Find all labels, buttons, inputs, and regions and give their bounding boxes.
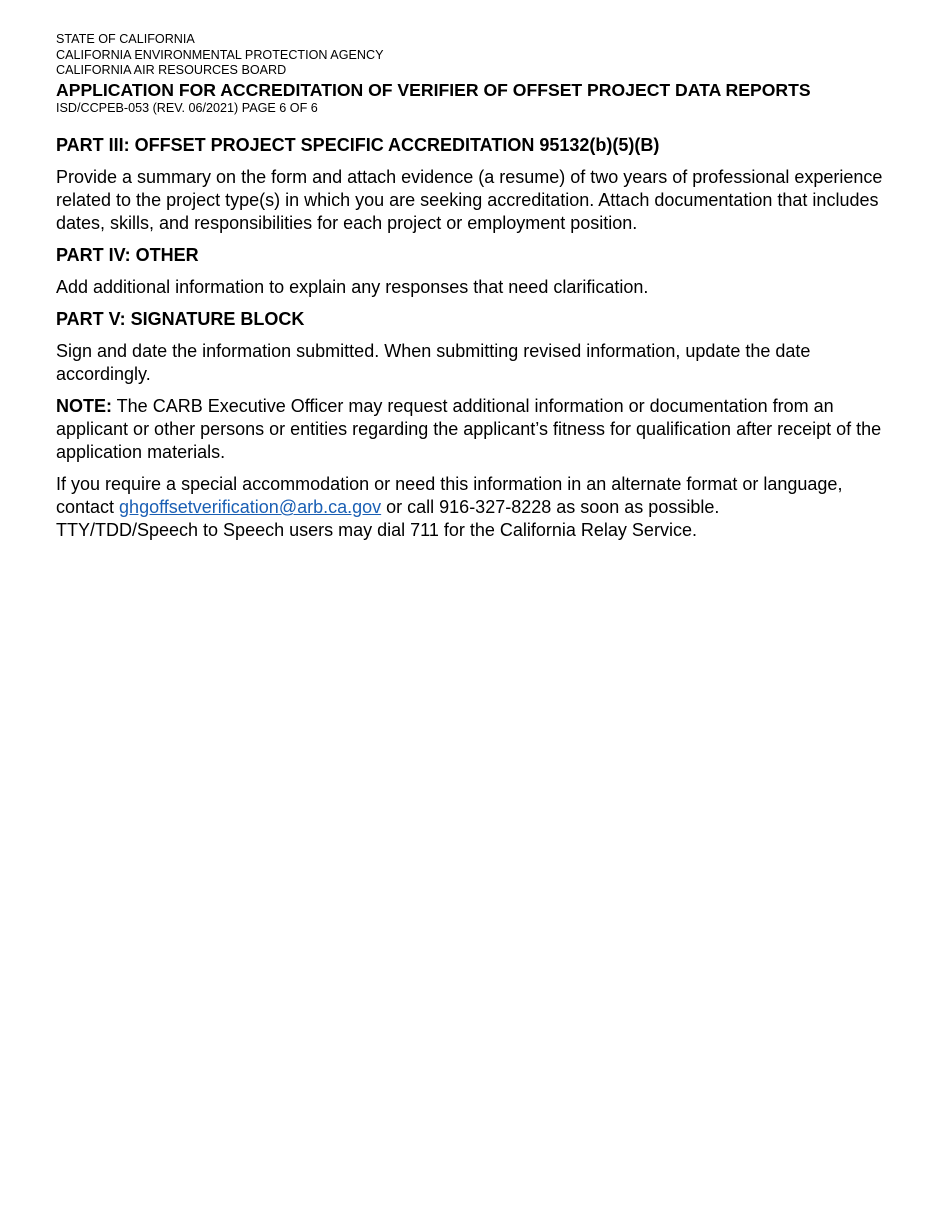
accommodation-text-after: or call 916-327-8228 as soon as possible. bbox=[381, 497, 720, 518]
document-header bbox=[56, 32, 896, 116]
note-text: The CARB Executive Officer may request additional information or documentation from an applicant or other persons or entities regarding the applicant’s fitness for qualification after receipt of the application materials. bbox=[56, 396, 882, 463]
part-iv-text: Add additional information to explain any responses that need clarification. bbox=[56, 277, 649, 298]
tty-text: TTY/TDD/Speech to Speech users may dial 711 for the California Relay Service. bbox=[56, 520, 697, 541]
accommodation-paragraph bbox=[56, 473, 896, 542]
part-iii-section bbox=[56, 134, 896, 235]
part-iv-section bbox=[56, 244, 896, 299]
note-paragraph bbox=[56, 395, 896, 464]
part-iv-heading: PART IV: OTHER bbox=[56, 245, 199, 266]
board-line: CALIFORNIA AIR RESOURCES BOARD bbox=[56, 63, 287, 78]
part-v-text: Sign and date the information submitted. When submitting revised information, update the date accordingly. bbox=[56, 341, 811, 385]
agency-line: CALIFORNIA ENVIRONMENTAL PROTECTION AGENCY bbox=[56, 47, 384, 62]
part-iii-text: Provide a summary on the form and attach evidence (a resume) of two years of professional experience related to the project type(s) in which you are seeking accreditation. Attach documentation that includes dates, skills, and responsibilities for each project or employment position. bbox=[56, 167, 883, 234]
note-label: NOTE: bbox=[56, 396, 112, 417]
state-line: STATE OF CALIFORNIA bbox=[56, 32, 195, 46]
part-v-section bbox=[56, 308, 896, 386]
document-title: APPLICATION FOR ACCREDITATION OF VERIFIER OF OFFSET PROJECT DATA REPORTS bbox=[56, 80, 811, 101]
form-id: ISD/CCPEB-053 (REV. 06/2021) PAGE 6 OF 6 bbox=[56, 101, 318, 116]
part-v-heading: PART V: SIGNATURE BLOCK bbox=[56, 309, 305, 330]
email-link[interactable]: ghgoffsetverification@arb.ca.gov bbox=[119, 497, 382, 518]
document-page bbox=[56, 32, 896, 551]
accommodation-text-before: If you require a special accommodation or need this information in an alternate format or language, contact bbox=[56, 474, 843, 518]
part-iii-heading: PART III: OFFSET PROJECT SPECIFIC ACCREDITATION 95132(b)(5)(B) bbox=[56, 135, 660, 156]
